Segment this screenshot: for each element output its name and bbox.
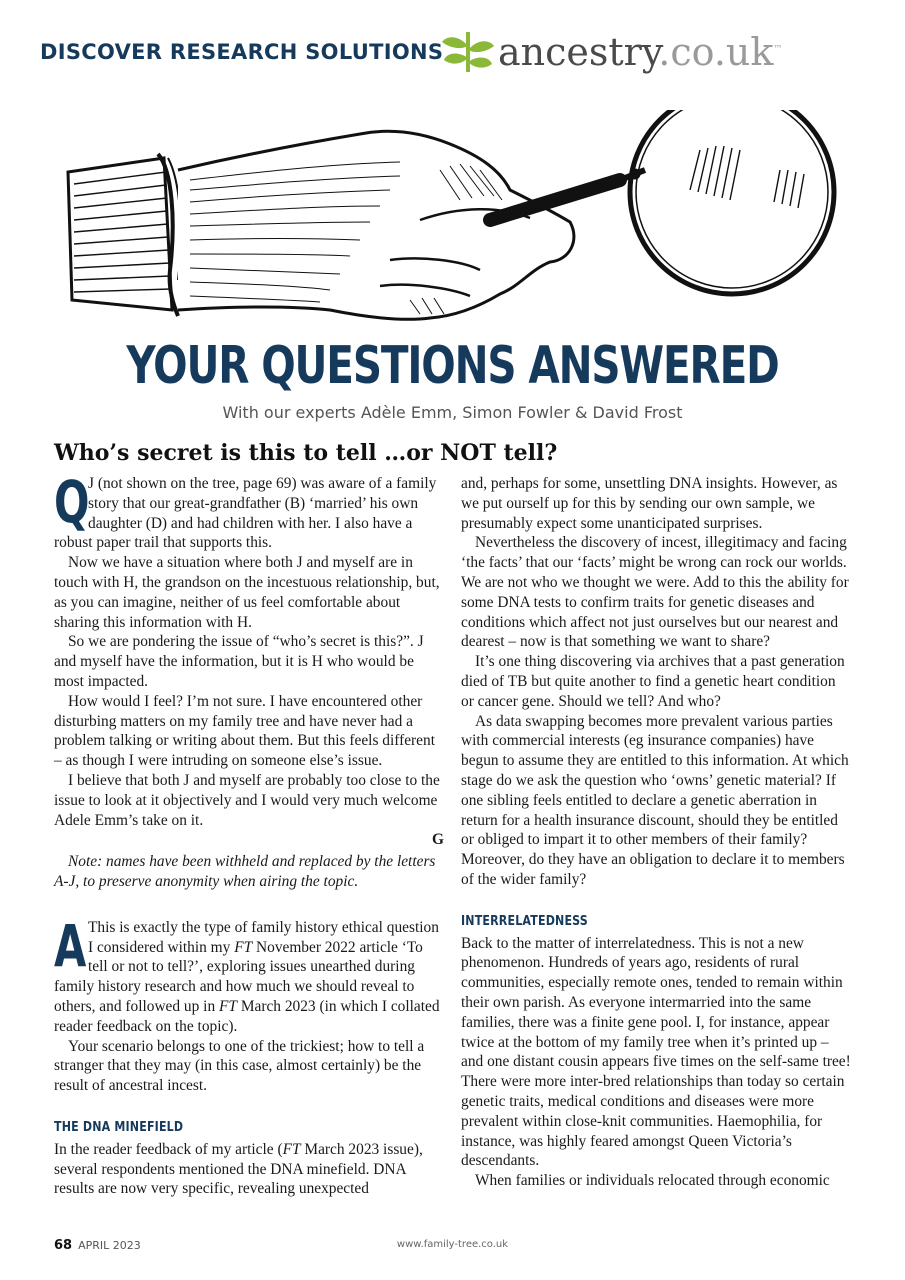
page-headline: YOUR QUESTIONS ANSWERED [126,336,779,396]
section-heading-interrelatedness: INTERRELATEDNESS [461,913,588,929]
answer-paragraph: This is exactly the type of family history ethical question I considered within my FT November 2022 article ‘To tell or not to tell?’, exploring issues unearthed during family history research and how much we should reveal to others, and followed up in FT March 2023 (in which I collated reader feedback on the topic). [54,918,440,1035]
answer-paragraph: Back to the matter of interrelatedness. This is not a new phenomenon. Hundreds of years ago, residents of rural communities, especially remote ones, tended to remain within their own parish. As everyone intermarried into the same families, there was a finite gene pool. I, for instance, appear twice at the bottom of my family tree when it’s printed up – and one distant cousin appears five times on the self-same tree! There were more inter-bred relationships than today so certain genetic traits, medical conditions and diseases were more prevalent within close-knit communities. Haemophilia, for instance, was highly feared amongst Queen Victoria’s descendants. [461,934,851,1170]
question-title: Who’s secret is this to tell …or NOT tell? [54,440,558,466]
left-column [54,468,444,1199]
leaf-logo-icon [440,28,496,76]
page-number: 68 [54,1238,73,1253]
drop-cap-a: A [54,911,87,980]
answer-paragraph: Nevertheless the discovery of incest, illegitimacy and facing ‘the facts’ that our ‘facts’ might be wrong can rock our worlds. We are not who we thought we were. Add to this the ability for some DNA tests to confirm traits for genetic diseases and conditions which affect not just ourselves but our nearest and dearest – now is that something we want to share? [461,534,849,651]
issue-date: APRIL 2023 [78,1239,141,1252]
right-column [461,474,851,1191]
anonymity-note: Note: names have been withheld and replaced by the letters A-J, to preserve anonymity when airing the topic. [54,853,436,890]
logo-domain: .co.uk [658,30,774,74]
logo-wordmark: ancestry [498,30,659,74]
answer-paragraph: In the reader feedback of my article (FT March 2023 issue), several respondents mentioned the DNA minefield. DNA results are now very specific, revealing unexpected [54,1140,423,1198]
logo-trademark: ™ [773,44,783,55]
hand-magnifying-glass-illustration [60,110,850,340]
experts-subtitle: With our experts Adèle Emm, Simon Fowler & David Frost [222,403,683,422]
question-paragraph: I believe that both J and myself are probably too close to the issue to look at it objectively and I would very much welcome Adele Emm’s take on it. [54,771,440,829]
drop-cap-q: Q [54,468,90,536]
header-tagline: DISCOVER RESEARCH SOLUTIONS [40,40,444,64]
section-heading-dna-minefield: THE DNA MINEFIELD [54,1119,184,1135]
answer-paragraph: As data swapping becomes more prevalent various parties with commercial interests (eg insurance companies) have begun to assume they are entitled to this information. At which stage do we ask the question who ‘owns’ genetic material? If one sibling feels entitled to declare a genetic aberration in return for a health insurance discount, should they be entitled or obliged to impart it to other members of their family? Moreover, do they have an obligation to declare it to members of the wider family? [461,712,849,888]
answer-paragraph: It’s one thing discovering via archives that a past generation died of TB but quite another to find a genetic heart condition or cancer gene. Should we tell? And who? [461,653,845,710]
question-paragraph: J (not shown on the tree, page 69) was aware of a family story that our great-grandfather (B) ‘married’ his own daughter (D) and had children with her. I also have a robust paper trail that supports this. [54,475,437,552]
question-paragraph: So we are pondering the issue of “who’s secret is this?”. J and myself have the information, but it is H who would be most impacted. [54,633,424,690]
question-signature: G [432,831,444,849]
answer-paragraph: When families or individuals relocated through economic [475,1172,830,1190]
question-paragraph: Now we have a situation where both J and myself are in touch with H, the grandson on the incestuous relationship, but, as you can imagine, neither of us feel comfortable about sharing this information with H. [54,554,440,631]
website-link[interactable]: www.family-tree.co.uk [396,1239,509,1250]
ancestry-logo[interactable] [440,28,783,80]
answer-paragraph: Your scenario belongs to one of the trickiest; how to tell a stranger that they may (in this case, almost certainly) be the result of ancestral incest. [54,1037,425,1095]
answer-paragraph: and, perhaps for some, unsettling DNA insights. However, as we put ourself up for this by sending our own sample, we presumably expect some unanticipated surprises. [461,475,838,532]
question-paragraph: How would I feel? I’m not sure. I have encountered other disturbing matters on my family tree and have never had a problem talking or writing about them. But this feels different – as though I were intruding on someone else’s issue. [54,692,435,770]
